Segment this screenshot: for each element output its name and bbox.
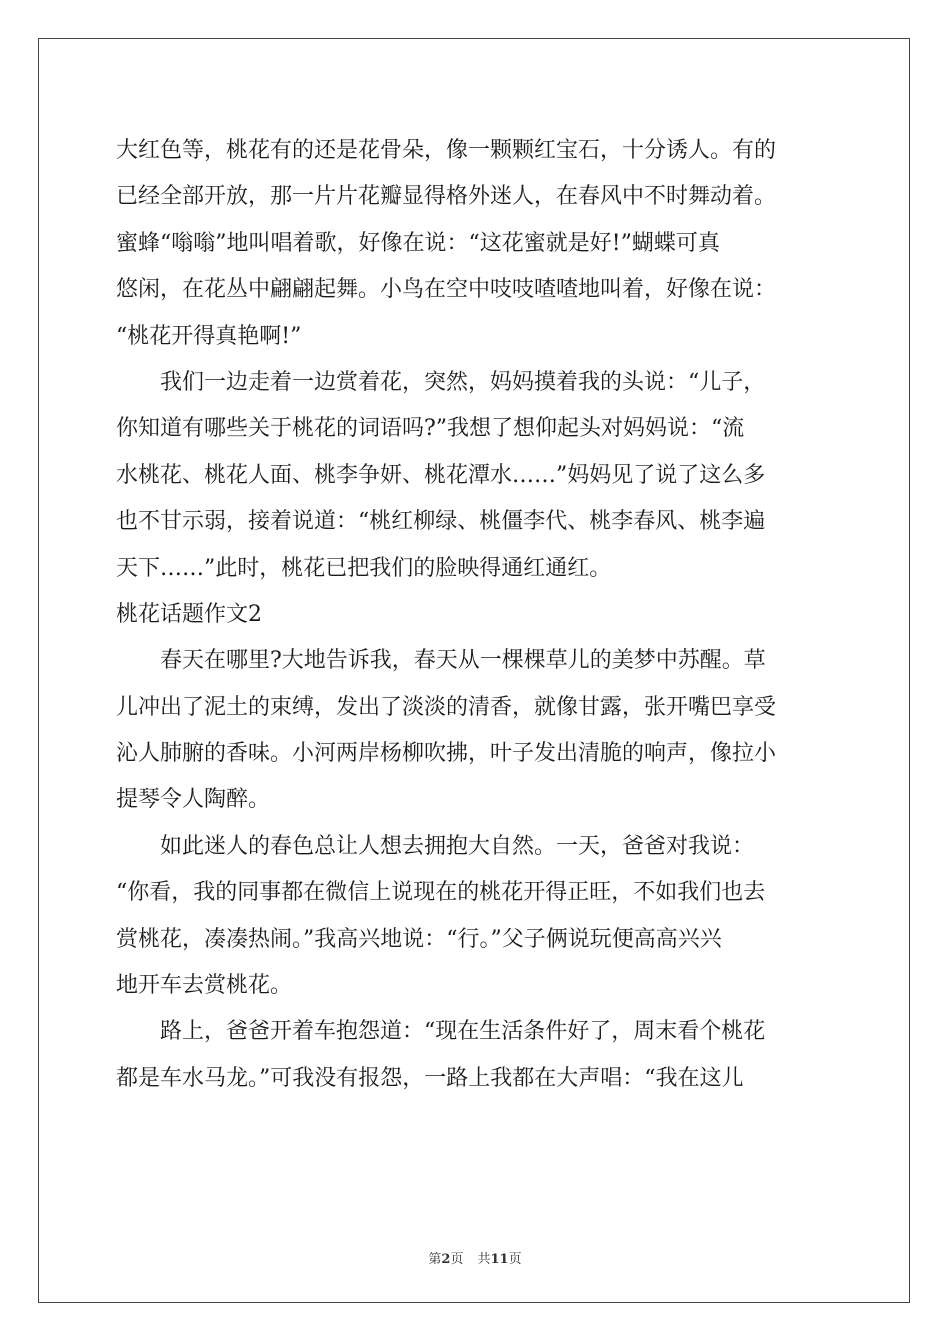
page-suffix: 页 [450,1252,464,1267]
page-prefix: 第 [428,1252,442,1267]
page-number: 2 [441,1252,451,1267]
text-line: 天下……”此时，桃花已把我们的脸映得通红通红。 [116,555,612,581]
text-line: 如此迷人的春色总让人想去拥抱大自然。一天，爸爸对我说： [116,833,755,859]
text-line: 赏桃花，凑凑热闹。”我高兴地说：“行。”父子俩说玩便高高兴兴 [116,926,722,952]
total-prefix: 共 [477,1252,491,1267]
text-line: 蜜蜂“嗡嗡”地叫唱着歌，好像在说：“这花蜜就是好!”蝴蝶可真 [116,230,720,256]
text-line: “桃花开得真艳啊!” [116,323,302,349]
text-line: 也不甘示弱，接着说道：“桃红柳绿、桃僵李代、桃李春风、桃李遍 [116,509,766,535]
text-line: 悠闲，在花丛中翩翩起舞。小鸟在空中吱吱喳喳地叫着，好像在说： [116,277,777,303]
text-line: 路上，爸爸开着车抱怨道：“现在生活条件好了，周末看个桃花 [116,1019,766,1045]
text-line: 已经全部开放，那一片片花瓣显得格外迷人，在春风中不时舞动着。 [116,184,777,210]
text-line: 你知道有哪些关于桃花的词语吗?”我想了想仰起头对妈妈说：“流 [116,416,745,442]
page-footer [0,1248,950,1267]
text-line: 春天在哪里?大地告诉我，春天从一棵棵草儿的美梦中苏醒。草 [116,648,766,674]
text-line: “你看，我的同事都在微信上说现在的桃花开得正旺，不如我们也去 [116,880,766,906]
total-pages: 11 [490,1252,509,1267]
text-line: 儿冲出了泥土的束缚，发出了淡淡的清香，就像甘露，张开嘴巴享受 [116,694,777,720]
total-suffix: 页 [508,1252,522,1267]
text-line: 水桃花、桃花人面、桃李争妍、桃花潭水……”妈妈见了说了这么多 [116,462,766,488]
text-line: 都是车水马龙。”可我没有报怨，一路上我都在大声唱：“我在这儿 [116,1065,744,1091]
document-body [116,128,836,1102]
text-line: 我们一边走着一边赏着花，突然，妈妈摸着我的头说：“儿子， [116,369,766,395]
section-heading: 桃花话题作文2 [116,601,262,627]
text-line: 地开车去赏桃花。 [116,973,293,999]
text-line: 沁人肺腑的香味。小河两岸杨柳吹拂，叶子发出清脆的响声，像拉小 [116,741,777,767]
text-line: 提琴令人陶醉。 [116,787,271,813]
text-line: 大红色等，桃花有的还是花骨朵，像一颗颗红宝石，十分诱人。有的 [116,138,777,163]
